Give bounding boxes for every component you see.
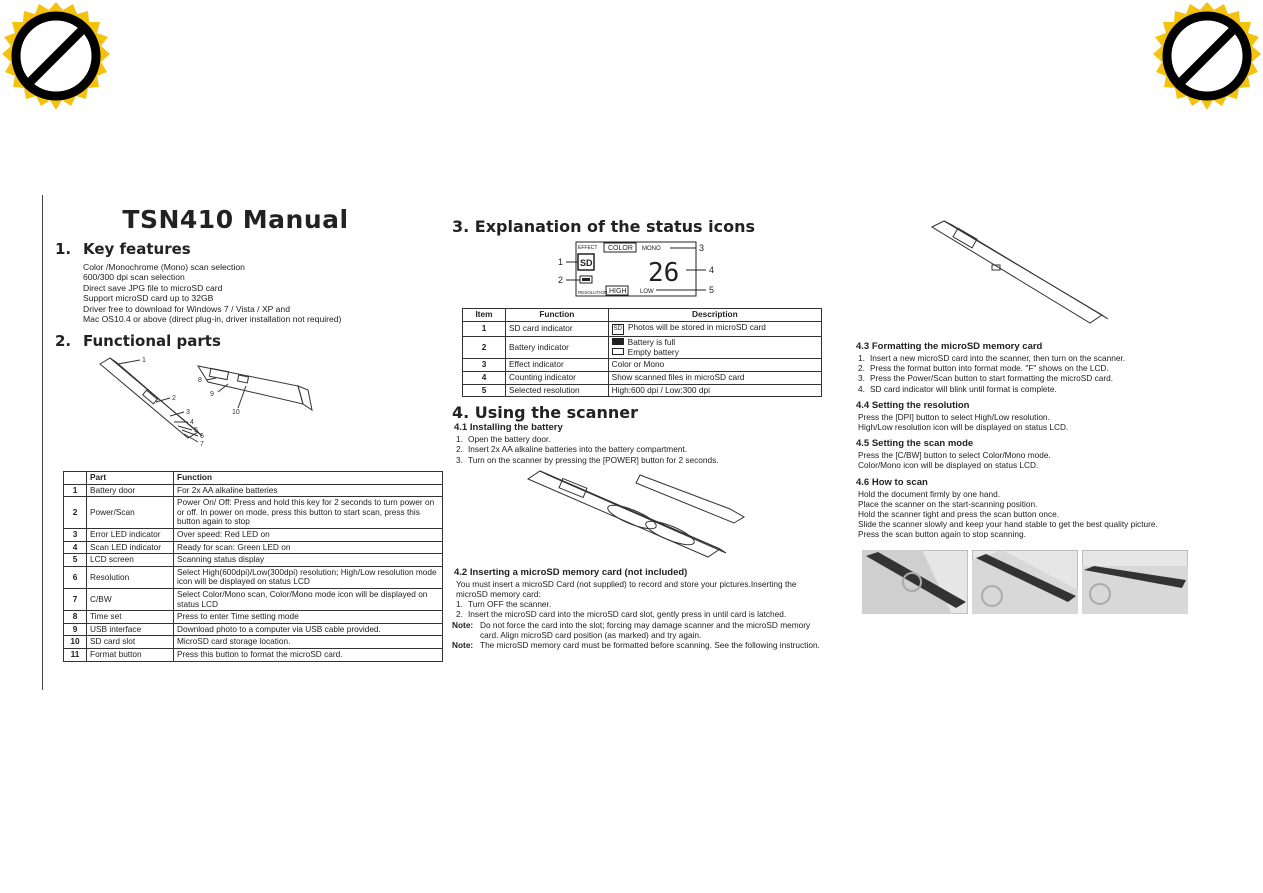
callout-label: 4 — [190, 419, 194, 427]
table-header-cell: Description — [608, 309, 821, 322]
scanner-format-illustration — [922, 215, 1182, 335]
body-line: Press the [C/BW] button to select Color/Mono mode. — [858, 450, 1051, 461]
scanner-parts-illustration — [98, 354, 378, 454]
table-row: 3 Effect indicator Color or Mono — [463, 359, 822, 372]
callout-label: 3 — [186, 409, 190, 417]
lcd-status-diagram — [520, 240, 760, 300]
table-row: 5 Selected resolution High:600 dpi / Low:300 dpi — [463, 384, 822, 397]
table-row: 9 USB interface Download photo to a computer via USB cable provided. — [64, 623, 443, 636]
note-text: Note: The microSD memory card must be formatted before scanning. See the following instruction. — [452, 639, 820, 650]
scanning-photos — [862, 550, 1222, 614]
table-row: 10 SD card slot MicroSD card storage location. — [64, 636, 443, 649]
body-line: Color/Mono icon will be displayed on status LCD. — [858, 460, 1039, 471]
list-item: 2. Insert the microSD card into the microSD card slot, gently press in until card is latched. — [456, 609, 787, 620]
list-item: Driver free to download for Windows 7 / Vista / XP and — [83, 303, 290, 314]
manual-title: TSN410 Manual — [122, 205, 349, 234]
lcd-low-label: LOW — [640, 289, 654, 295]
callout-label: 1 — [142, 357, 146, 365]
body-line: Press the [DPI] button to select High/Low resolution. — [858, 411, 1050, 422]
section-4-2-heading: 4.2 Inserting a microSD memory card (not included) — [454, 566, 688, 578]
body-line: Press the scan button again to stop scanning. — [858, 529, 1026, 540]
sd-card-icon: SD — [612, 324, 624, 336]
body-line: Hold the document firmly by one hand. — [858, 488, 1001, 499]
manual-column-3 — [852, 195, 1222, 614]
table-row: 4 Scan LED indicator Ready for scan: Green LED on — [64, 541, 443, 554]
table-row: 2 Power/Scan Power On/ Off: Press and hold this key for 2 seconds to turn power on or off. In power on mode, press this button to start scan, press this button again to stop — [64, 497, 443, 529]
table-row: 3 Error LED indicator Over speed: Red LED on — [64, 528, 443, 541]
status-icons-heading: 3. Explanation of the status icons — [452, 217, 755, 236]
lcd-counter: 26 — [648, 258, 680, 288]
functional-parts-heading: 2. Functional parts — [55, 332, 221, 351]
table-row: 6 Resolution Select High(600dpi)/Low(300dpi) resolution; High/Low resolution mode icon will be displayed on status LCD — [64, 566, 443, 588]
list-item: 3. Turn on the scanner by pressing the [POWER] button for 2 seconds. — [456, 454, 719, 465]
callout-label: 10 — [232, 409, 240, 417]
table-row: 11 Format button Press this button to format the microSD card. — [64, 648, 443, 661]
table-header-cell: Function — [174, 472, 443, 485]
body-line: Slide the scanner slowly and keep your hand stable to get the best quality picture. — [858, 519, 1158, 530]
table-header-cell — [64, 472, 87, 485]
callout-label: 3 — [699, 243, 705, 253]
list-item: 3. Press the Power/Scan button to start formatting the microSD card. — [858, 373, 1114, 384]
body-line: Hold the scanner tight and press the scan button once. — [858, 509, 1060, 520]
lcd-sd-icon: SD — [580, 258, 593, 268]
functional-parts-table — [63, 471, 443, 662]
list-item: 1. Open the battery door. — [456, 434, 551, 445]
section-4-1-heading: 4.1 Installing the battery — [454, 422, 563, 434]
table-row: 5 LCD screen Scanning status display — [64, 554, 443, 567]
battery-install-illustration — [520, 465, 760, 561]
battery-steps-list — [450, 434, 830, 465]
callout-label: 9 — [210, 391, 214, 399]
lcd-resolution-label: RESOLUTION — [578, 290, 608, 295]
table-row: 1 SD card indicator SD Photos will be stored in microSD card — [463, 321, 822, 337]
list-item: 600/300 dpi scan selection — [83, 272, 185, 283]
key-features-list — [83, 262, 428, 324]
list-item: 2. Insert 2x AA alkaline batteries into the battery compartment. — [456, 444, 688, 455]
callout-label: 6 — [200, 433, 204, 441]
list-item: Color /Monochrome (Mono) scan selection — [83, 262, 245, 272]
table-header-row — [463, 309, 822, 322]
list-item: 1. Turn OFF the scanner. — [456, 599, 552, 610]
section-4-6-heading: 4.6 How to scan — [856, 476, 928, 488]
body-line: High/Low resolution icon will be displayed on status LCD. — [858, 422, 1069, 433]
scanning-photo — [862, 550, 968, 614]
section-4-4-heading: 4.4 Setting the resolution — [856, 399, 970, 411]
status-icons-table — [462, 308, 822, 397]
callout-label: 4 — [709, 265, 715, 275]
prohibited-sign-icon — [0, 0, 112, 112]
callout-label: 5 — [194, 427, 198, 435]
table-row: 8 Time set Press to enter Time setting mode — [64, 611, 443, 624]
key-features-heading: 1. Key features — [55, 240, 191, 258]
list-item: 1. Insert a new microSD card into the scanner, then turn on the scanner. — [858, 353, 1126, 363]
lcd-mono-label: MONO — [642, 246, 661, 252]
callout-label: 2 — [558, 275, 564, 285]
prohibited-sign-icon — [1151, 0, 1263, 112]
list-item: Mac OS10.4 or above (direct plug-in, driver installation not required) — [83, 314, 342, 325]
lcd-high-label: HIGH — [609, 288, 627, 295]
table-row: 4 Counting indicator Show scanned files in microSD card — [463, 371, 822, 384]
scanning-photo — [972, 550, 1078, 614]
note-text: Note: Do not force the card into the slot; forcing may damage scanner and the microSD memory card. Align microSD card position (as marked) and try again. — [452, 619, 811, 640]
table-row: 1 Battery door For 2x AA alkaline batteries — [64, 484, 443, 497]
manual-column-1 — [42, 195, 437, 690]
callout-label: 1 — [558, 257, 564, 267]
callout-label: 8 — [198, 377, 202, 385]
section-4-2-intro: You must insert a microSD Card (not supplied) to record and store your pictures.Inserting the microSD memory card: — [456, 578, 797, 599]
callout-label: 5 — [709, 285, 715, 295]
format-steps-list — [852, 353, 1222, 394]
callout-label: 7 — [200, 441, 204, 449]
lcd-effect-label: EFFECT — [578, 245, 598, 251]
manual-column-2 — [450, 195, 830, 650]
list-item: 2. Press the format button into format mode. "F" shows on the LCD. — [858, 363, 1109, 374]
table-header-cell: Part — [87, 472, 174, 485]
table-row: 2 Battery indicator Battery is full Empty battery — [463, 337, 822, 359]
battery-empty-icon — [612, 348, 624, 355]
microsd-steps-list — [450, 599, 830, 619]
table-header-cell: Function — [506, 309, 609, 322]
scanning-photo — [1082, 550, 1188, 614]
using-scanner-heading: 4. Using the scanner — [452, 403, 638, 423]
list-item: Direct save JPG file to microSD card — [83, 282, 223, 293]
table-header-row — [64, 472, 443, 485]
list-item: Support microSD card up to 32GB — [83, 293, 214, 304]
section-4-5-heading: 4.5 Setting the scan mode — [856, 438, 974, 450]
lcd-color-label: COLOR — [608, 245, 633, 252]
callout-label: 2 — [172, 395, 176, 403]
battery-full-icon — [612, 338, 624, 345]
list-item: 4. SD card indicator will blink until format is complete. — [858, 383, 1057, 394]
table-row: 7 C/BW Select Color/Mono scan, Color/Mono mode icon will be displayed on status LCD — [64, 588, 443, 610]
section-4-3-heading: 4.3 Formatting the microSD memory card — [856, 341, 1043, 352]
body-line: Place the scanner on the start-scanning position. — [858, 498, 1038, 509]
table-header-cell: Item — [463, 309, 506, 322]
